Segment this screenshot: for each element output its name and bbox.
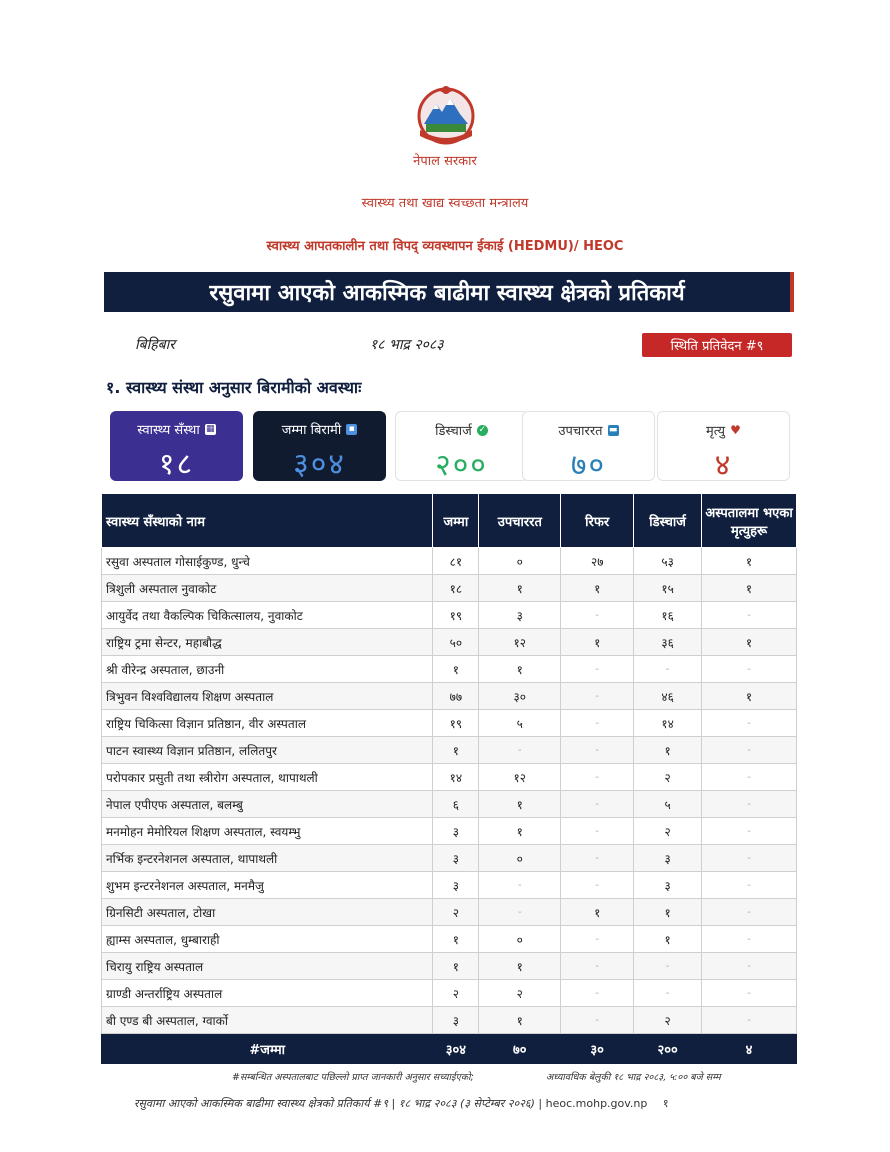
card-health-facilities — [110, 411, 243, 481]
facility-name-cell: मनमोहन मेमोरियल शिक्षण अस्पताल, स्वयम्भु — [102, 818, 433, 845]
table-cell: - — [702, 1007, 797, 1034]
section-heading: १. स्वास्थ्य संस्था अनुसार बिरामीको अवस्थाः — [106, 378, 362, 397]
table-cell: १ — [479, 575, 561, 602]
people-icon: ▪ — [346, 424, 357, 435]
table-row — [102, 980, 797, 1007]
facility-name-cell: नर्भिक इन्टरनेशनल अस्पताल, थापाथली — [102, 845, 433, 872]
table-row — [102, 926, 797, 953]
total-cell: ४ — [702, 1034, 797, 1064]
table-cell: - — [702, 953, 797, 980]
table-cell: १ — [561, 575, 634, 602]
table-cell: १ — [702, 575, 797, 602]
table-cell: ३ — [433, 1007, 479, 1034]
table-cell: - — [634, 656, 702, 683]
table-cell: - — [561, 764, 634, 791]
unit-name: स्वास्थ्य आपतकालीन तथा विपद् व्यवस्थापन ईकाई (HEDMU)/ HEOC — [266, 239, 624, 254]
table-cell: - — [561, 926, 634, 953]
facility-name-cell: त्रिभुवन विश्वविद्यालय शिक्षण अस्पताल — [102, 683, 433, 710]
ministry-name: स्वास्थ्य तथा खाद्य स्वच्छता मन्त्रालय — [361, 196, 529, 211]
table-cell: २७ — [561, 548, 634, 575]
table-cell: ४६ — [634, 683, 702, 710]
table-cell: १ — [479, 791, 561, 818]
column-header: उपचाररत — [479, 494, 561, 548]
page-number: १ — [662, 1097, 669, 1110]
total-cell: #जम्मा — [102, 1034, 433, 1064]
grid-icon: ▦ — [205, 423, 215, 434]
table-cell: ३ — [479, 602, 561, 629]
table-cell: १ — [702, 629, 797, 656]
report-title: रसुवामा आएको आकस्मिक बाढीमा स्वास्थ्य क्षेत्रको प्रतिकार्य — [104, 272, 794, 312]
table-row — [102, 764, 797, 791]
facility-name-cell: पाटन स्वास्थ्य विज्ञान प्रतिष्ठान, ललितपुर — [102, 737, 433, 764]
table-cell: १ — [561, 899, 634, 926]
table-cell: १ — [702, 683, 797, 710]
table-cell: - — [702, 710, 797, 737]
government-name: नेपाल सरकार — [413, 154, 477, 169]
table-cell: ३ — [634, 872, 702, 899]
table-cell: १ — [702, 548, 797, 575]
table-cell: - — [634, 980, 702, 1007]
table-cell: ५ — [479, 710, 561, 737]
footnote-source: #सम्बन्धित अस्पतालबाट पछिल्लो प्राप्त जानकारी अनुसार सच्याईएको; — [232, 1072, 474, 1083]
table-cell: ० — [479, 548, 561, 575]
table-row — [102, 737, 797, 764]
total-cell: २०० — [634, 1034, 702, 1064]
table-cell: १२ — [479, 629, 561, 656]
table-row — [102, 710, 797, 737]
table-cell: - — [702, 791, 797, 818]
table-total-row — [102, 1034, 797, 1064]
table-cell: ३ — [634, 845, 702, 872]
facility-name-cell: त्रिशुली अस्पताल नुवाकोट — [102, 575, 433, 602]
table-cell: - — [561, 818, 634, 845]
table-body — [102, 548, 797, 1064]
facility-name-cell: परोपकार प्रसुती तथा स्त्रीरोग अस्पताल, थापाथली — [102, 764, 433, 791]
card-value: ४ — [714, 448, 733, 483]
card-value: ७० — [570, 448, 607, 483]
table-cell: - — [479, 899, 561, 926]
table-header-row — [102, 494, 797, 548]
table-cell: - — [561, 1007, 634, 1034]
facility-name-cell: नेपाल एपीएफ अस्पताल, बलम्बु — [102, 791, 433, 818]
table-cell: - — [561, 845, 634, 872]
table-cell: २ — [479, 980, 561, 1007]
table-cell: १ — [634, 926, 702, 953]
table-cell: २ — [634, 818, 702, 845]
card-deaths — [657, 411, 790, 481]
table-cell: - — [702, 764, 797, 791]
heart-icon: ♥ — [730, 422, 741, 437]
table-row — [102, 575, 797, 602]
summary-cards — [110, 411, 780, 481]
table-cell: - — [634, 953, 702, 980]
column-header: रिफर — [561, 494, 634, 548]
facility-name-cell: राष्ट्रिय चिकित्सा विज्ञान प्रतिष्ठान, वीर अस्पताल — [102, 710, 433, 737]
table-cell: १ — [479, 1007, 561, 1034]
facility-name-cell: राष्ट्रिय ट्रमा सेन्टर, महाबौद्ध — [102, 629, 433, 656]
column-header: अस्पतालमा भएका मृत्युहरू — [702, 494, 797, 548]
table-row — [102, 845, 797, 872]
table-cell: - — [561, 980, 634, 1007]
table-cell: - — [479, 737, 561, 764]
table-cell: ० — [479, 926, 561, 953]
card-discharged — [395, 411, 528, 481]
table-row — [102, 899, 797, 926]
table-cell: ५ — [634, 791, 702, 818]
table-cell: २ — [433, 899, 479, 926]
facility-table — [101, 493, 797, 1064]
table-cell: १ — [479, 953, 561, 980]
table-cell: १ — [433, 737, 479, 764]
card-under-treatment — [522, 411, 655, 481]
table-row — [102, 629, 797, 656]
table-row — [102, 953, 797, 980]
table-cell: - — [561, 656, 634, 683]
table-row — [102, 818, 797, 845]
card-value: ३०४ — [293, 447, 346, 482]
table-cell: ६ — [433, 791, 479, 818]
facility-name-cell: रसुवा अस्पताल गोसाईकुण्ड, धुन्चे — [102, 548, 433, 575]
table-cell: ३ — [433, 818, 479, 845]
table-cell: १४ — [634, 710, 702, 737]
total-cell: ७० — [479, 1034, 561, 1064]
facility-name-cell: बी एण्ड बी अस्पताल, ग्वार्को — [102, 1007, 433, 1034]
table-cell: ५० — [433, 629, 479, 656]
table-row — [102, 602, 797, 629]
footer-url[interactable]: heoc.mohp.gov.np — [545, 1097, 648, 1110]
status-report-badge: स्थिति प्रतिवेदन #९ — [642, 333, 792, 357]
table-row — [102, 683, 797, 710]
facility-name-cell: चिरायु राष्ट्रिय अस्पताल — [102, 953, 433, 980]
card-label: जम्मा बिरामी — [281, 423, 342, 438]
table-row — [102, 872, 797, 899]
table-cell: - — [702, 899, 797, 926]
table-cell: १५ — [634, 575, 702, 602]
table-cell: ३० — [479, 683, 561, 710]
card-value: २०० — [435, 448, 488, 483]
facility-name-cell: ग्राण्डी अन्तर्राष्ट्रिय अस्पताल — [102, 980, 433, 1007]
table-cell: - — [561, 791, 634, 818]
card-label: स्वास्थ्य सँस्था — [137, 423, 200, 438]
table-cell: - — [702, 926, 797, 953]
report-day: बिहिबार — [135, 337, 176, 353]
table-cell: - — [702, 872, 797, 899]
table-cell: १ — [561, 629, 634, 656]
card-value: १८ — [158, 447, 195, 482]
table-cell: १९ — [433, 710, 479, 737]
table-cell: - — [702, 737, 797, 764]
table-cell: - — [702, 818, 797, 845]
facility-name-cell: शुभम इन्टरनेशनल अस्पताल, मनमैजु — [102, 872, 433, 899]
table-cell: १ — [433, 926, 479, 953]
total-cell: ३०४ — [433, 1034, 479, 1064]
card-total-patients — [253, 411, 386, 481]
table-cell: - — [561, 737, 634, 764]
facility-name-cell: ह्याम्स अस्पताल, धुम्बाराही — [102, 926, 433, 953]
table-cell: २ — [634, 1007, 702, 1034]
table-cell: - — [702, 980, 797, 1007]
table-cell: ३ — [433, 845, 479, 872]
table-cell: - — [702, 845, 797, 872]
table-cell: - — [561, 602, 634, 629]
table-cell: १ — [634, 737, 702, 764]
report-date: १८ भाद्र २०८३ — [370, 337, 444, 353]
facility-name-cell: आयुर्वेद तथा वैकल्पिक चिकित्सालय, नुवाकोट — [102, 602, 433, 629]
table-cell: - — [479, 872, 561, 899]
table-row — [102, 548, 797, 575]
page-footer — [134, 1096, 669, 1111]
footer-text: रसुवामा आएको आकस्मिक बाढीमा स्वास्थ्य क्षेत्रको प्रतिकार्य #९ | १८ भाद्र २०८३ (३ सेप्टेम्बर २०२६) | — [134, 1097, 543, 1110]
table-cell: - — [561, 953, 634, 980]
table-cell: २ — [634, 764, 702, 791]
card-label: उपचाररत — [558, 424, 603, 439]
table-cell: - — [561, 872, 634, 899]
check-icon: ✓ — [478, 424, 487, 435]
facility-name-cell: ग्रिनसिटी अस्पताल, टोखा — [102, 899, 433, 926]
table-row — [102, 1007, 797, 1034]
table-row — [102, 791, 797, 818]
table-cell: ० — [479, 845, 561, 872]
table-cell: ५३ — [634, 548, 702, 575]
table-cell: - — [561, 683, 634, 710]
total-cell: ३० — [561, 1034, 634, 1064]
table-cell: - — [702, 656, 797, 683]
table-cell: १ — [634, 899, 702, 926]
column-header: स्वास्थ्य सँस्थाको नाम — [102, 494, 433, 548]
table-cell: ३६ — [634, 629, 702, 656]
table-cell: ३ — [433, 872, 479, 899]
bed-icon: ▬ — [608, 424, 618, 435]
table-cell: १ — [433, 953, 479, 980]
column-header: डिस्चार्ज — [634, 494, 702, 548]
table-cell: २ — [433, 980, 479, 1007]
table-row — [102, 656, 797, 683]
table-cell: १ — [433, 656, 479, 683]
card-label: डिस्चार्ज — [435, 424, 472, 439]
table-cell: १ — [479, 818, 561, 845]
table-cell: १९ — [433, 602, 479, 629]
column-header: जम्मा — [433, 494, 479, 548]
table-cell: - — [561, 710, 634, 737]
card-label: मृत्यु — [705, 424, 726, 439]
nepal-emblem-icon — [412, 84, 480, 148]
table-cell: ८१ — [433, 548, 479, 575]
table-cell: ७७ — [433, 683, 479, 710]
table-cell: १ — [479, 656, 561, 683]
table-cell: - — [702, 602, 797, 629]
table-cell: १४ — [433, 764, 479, 791]
table-cell: १६ — [634, 602, 702, 629]
facility-name-cell: श्री वीरेन्द्र अस्पताल, छाउनी — [102, 656, 433, 683]
footnote-updated: अध्यावधिक बेलुकी १८ भाद्र २०८३, ५:०० बजे सम्म — [546, 1072, 721, 1083]
table-cell: १२ — [479, 764, 561, 791]
table-cell: १८ — [433, 575, 479, 602]
